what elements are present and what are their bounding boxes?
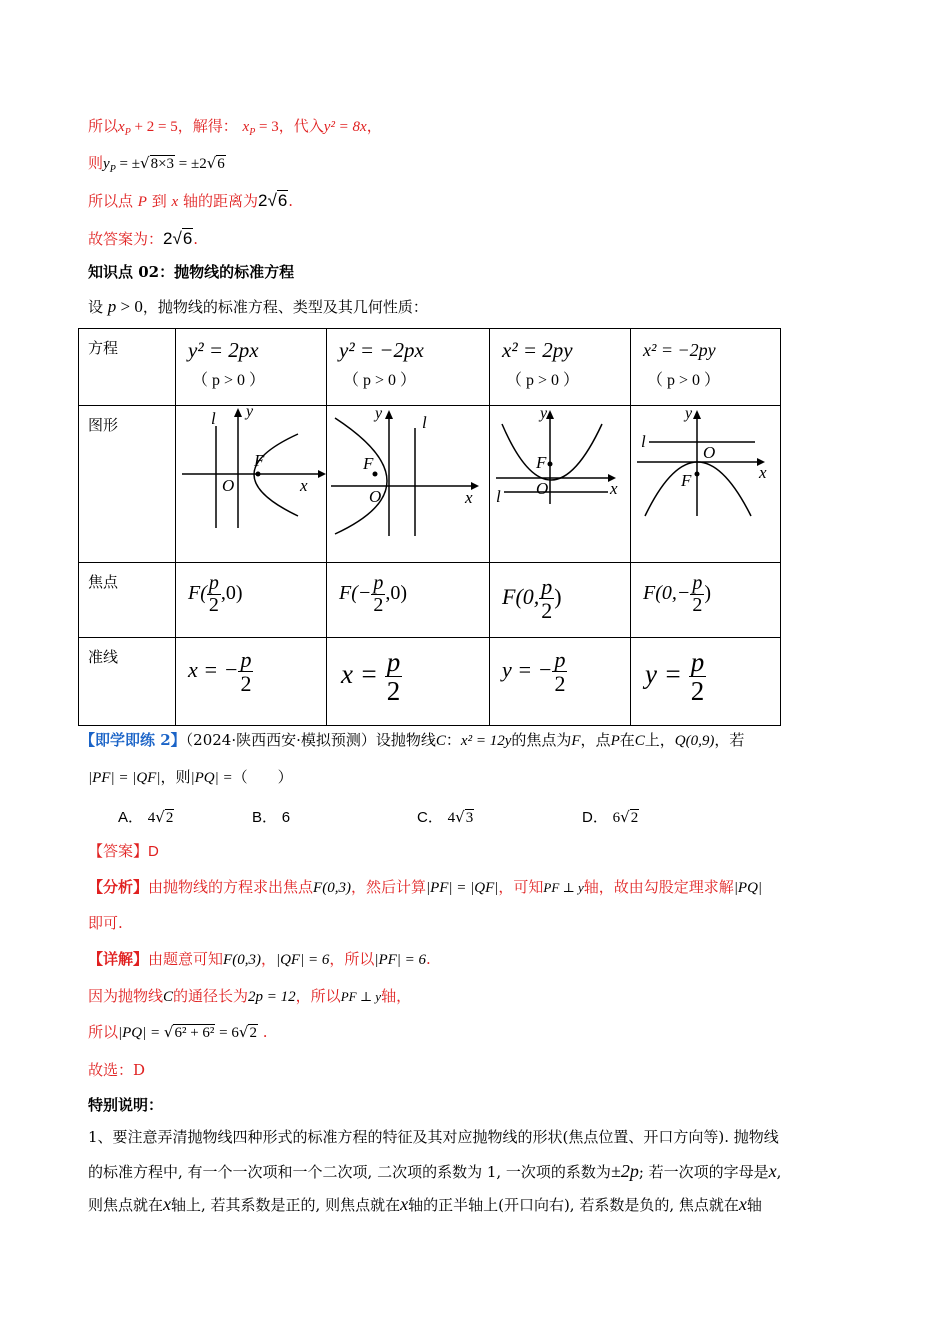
text: 轴， [381,987,412,1005]
analysis-line-1 [88,877,762,898]
label-F: F [536,453,547,472]
text: ，点 [580,731,611,749]
graph-cell [631,406,781,563]
text: （ ） [232,768,293,786]
text: 轴 [746,1196,762,1214]
math: > 0 [116,297,143,316]
label-F: F [363,454,374,473]
math: + 2 = 5 [130,119,178,135]
condition: （ p > 0 ） [192,372,266,389]
math: x [163,1194,172,1214]
text: 轴的正半轴上(开口向右), 若系数是负的, 焦点就在 [408,1196,739,1214]
text: ，代入 [278,117,324,135]
row-label: 准线 [79,638,176,726]
math: |PQ| = √6² + 6² = 6√2 [118,1023,257,1041]
text: . [288,192,294,210]
equation: y² = 2px [188,338,259,362]
row-label: 焦点 [79,563,176,638]
option-c[interactable]: C． 4√3 [417,808,474,826]
equation-cell [490,329,631,406]
label-l: l [211,409,216,428]
focus-cell: F(− $\frac{p}{2}$ ,0) [327,563,490,638]
math-sub: P [249,127,256,138]
text: 所以 [88,1023,119,1041]
text: 由抛物线的方程求出焦点 [148,878,314,896]
label-x: x [610,479,618,498]
text: 轴，故由勾股定理求解 [583,878,734,896]
math: x [400,1194,409,1214]
answer-value: D [148,843,159,860]
label-l: l [641,432,646,451]
text: ，所以 [295,987,341,1005]
text: ; 若一次项的字母是 [638,1163,769,1181]
math: |PF| = 6 [374,952,427,968]
exercise-line-2 [88,767,293,788]
detail-line-2 [88,986,411,1007]
text: 由题意可知 [148,950,224,968]
math: 2p = 12 [248,989,296,1005]
graph-cell [176,406,327,563]
special-para-line-1: 1、要注意弄清抛物线四种形式的标准方程的特征及其对应抛物线的形状(焦点位置、开口方向等). 抛物线 [88,1128,779,1146]
math: p [107,297,117,316]
knowledge-intro [88,297,428,317]
radicand: 8×3 [150,156,175,172]
graph-right-opening [176,406,326,558]
condition: （ p > 0 ） [506,372,580,389]
math: |PF| = |QF| [425,880,499,896]
text: ，若 [714,731,745,749]
math: x [118,119,125,135]
answer-tag: 【答案】 [88,842,149,860]
directrix-cell: y = $\frac{p}{2}$ [631,638,781,726]
math: C [435,733,446,749]
math: ±2p [610,1161,639,1181]
label-x: x [759,463,767,482]
text: ，所以 [329,950,375,968]
row-graph [79,406,781,563]
label-l: l [496,487,501,506]
math: = ± [115,156,140,172]
math: y [103,156,110,172]
equation: x² = 2py [502,338,573,362]
math: PF ⊥ y [543,880,584,895]
label-x: x [300,476,308,495]
equation-cell [327,329,490,406]
text: ： [445,731,461,749]
special-heading: 特别说明： [88,1096,164,1114]
text: 所以点 [88,192,134,210]
text: （2024·陕西西安·模拟预测）设抛物线 [185,731,436,749]
row-focus [79,563,781,638]
equation-cell [176,329,327,406]
label-l: l [422,413,427,432]
row-equation [79,329,781,406]
solution-line-2: 则$y_P = \pm√8\times 3 = \pm 2√6$ [88,154,225,175]
text: 设 [88,298,104,316]
math: = ±2 [175,156,207,172]
label-y: y [375,406,383,422]
answer-line [88,841,159,862]
parabola-table [78,328,781,726]
text: 在 [619,731,635,749]
math-sub: P [109,164,116,175]
label-y: y [685,406,693,422]
math: x [242,119,250,135]
text: ，则 [160,768,191,786]
math: F(0,3) [313,880,351,896]
math-sub: P [124,127,131,138]
text: 的标准方程中, 有一个一次项和一个二次项, 二次项的系数为 1, 一次项的系数为 [88,1163,611,1181]
text: , [776,1163,782,1181]
graph-cell [327,406,490,563]
special-para-line-3 [88,1194,762,1215]
option-b[interactable]: B． 6 [252,809,291,826]
math: |PF| = |QF| [88,770,161,786]
math: |QF| = 6 [275,952,330,968]
text: 的通径长为 [173,987,249,1005]
label-O: O [536,479,549,498]
label-y: y [246,406,254,420]
math: x [768,1161,777,1181]
directrix-cell: x = − $\frac{p}{2}$ [176,638,327,726]
text: ， [260,950,276,968]
exercise-line-1 [80,730,744,751]
math: Q(0,9) [674,733,715,749]
math: x [171,194,179,210]
text: ， [366,117,382,135]
focus-cell: F( $\frac{p}{2}$ ,0) [176,563,327,638]
label-x: x [465,488,473,507]
value: 2√6 [163,229,193,248]
text: 轴上, 若其系数是正的, 则焦点就在 [171,1196,401,1214]
text: 则焦点就在 [88,1196,164,1214]
row-label: 方程 [79,329,176,406]
text: 因为抛物线 [88,987,164,1005]
focus-cell: F(0, $\frac{p}{2}$ ) [490,563,631,638]
graph-cell [490,406,631,563]
math: y² = 8x [323,119,367,135]
label-y: y [540,406,548,422]
math: F [571,733,581,749]
exercise-tag: 【即学即练 2】 [80,731,186,749]
text: . [257,1023,268,1041]
math: PF ⊥ y [340,989,382,1004]
label-O: O [369,487,382,506]
text: ，解得： [177,117,238,135]
text: 到 [151,192,167,210]
focus-cell: F(0,− $\frac{p}{2}$ ) [631,563,781,638]
equation: y² = −2px [339,338,424,362]
text: 所以 [88,117,119,135]
text: 则 [88,154,104,172]
value: 2√6 [258,191,288,210]
text: ，抛物线的标准方程、类型及其几何性质： [142,298,428,316]
math: x [738,1194,747,1214]
text: . [426,950,431,968]
label-O: O [703,443,716,462]
text: ，可知 [498,878,544,896]
text: 故答案为： [88,230,164,248]
text: 的焦点为 [511,731,572,749]
detail-line-4: 故选：D [88,1061,146,1079]
directrix-cell: y = − $\frac{p}{2}$ [490,638,631,726]
text: 轴的距离为 [183,192,259,210]
equation: x² = −2py [643,340,716,360]
graph-left-opening [327,406,489,558]
special-para-line-2 [88,1161,781,1182]
solution-line-1 [88,116,382,143]
text: . [193,230,199,248]
equation-cell [631,329,781,406]
condition: （ p > 0 ） [647,372,721,389]
option-a[interactable]: A． 4√2 [118,808,174,826]
math: |PQ| [733,880,763,896]
graph-down-opening [631,406,779,558]
math: P [137,194,147,210]
radicand: 6 [217,156,225,172]
text: ，然后计算 [350,878,426,896]
math: = 3 [255,119,279,135]
analysis-tag: 【分析】 [88,878,149,896]
solution-line-4 [88,229,198,249]
math: |PQ| = [190,770,233,786]
math: C [634,733,645,749]
knowledge-heading: 知识点 02：抛物线的标准方程 [88,263,295,281]
math: F(0,3) [223,952,261,968]
math: P [610,733,620,749]
label-O: O [222,476,235,495]
detail-line-3 [88,1022,268,1043]
option-d[interactable]: D． 6√2 [582,808,639,826]
math: x² = 12y [460,733,512,749]
graph-up-opening [490,406,630,558]
text: 上， [644,731,675,749]
condition: （ p > 0 ） [343,372,417,389]
detail-tag: 【详解】 [88,950,149,968]
row-label: 图形 [79,406,176,563]
label-F: F [254,451,265,470]
solution-line-3 [88,191,293,212]
analysis-line-2: 即可. [88,914,123,932]
label-F: F [681,471,692,490]
row-directrix [79,638,781,726]
detail-line-1 [88,949,431,970]
math: C [163,989,174,1005]
directrix-cell: x = $\frac{p}{2}$ [327,638,490,726]
